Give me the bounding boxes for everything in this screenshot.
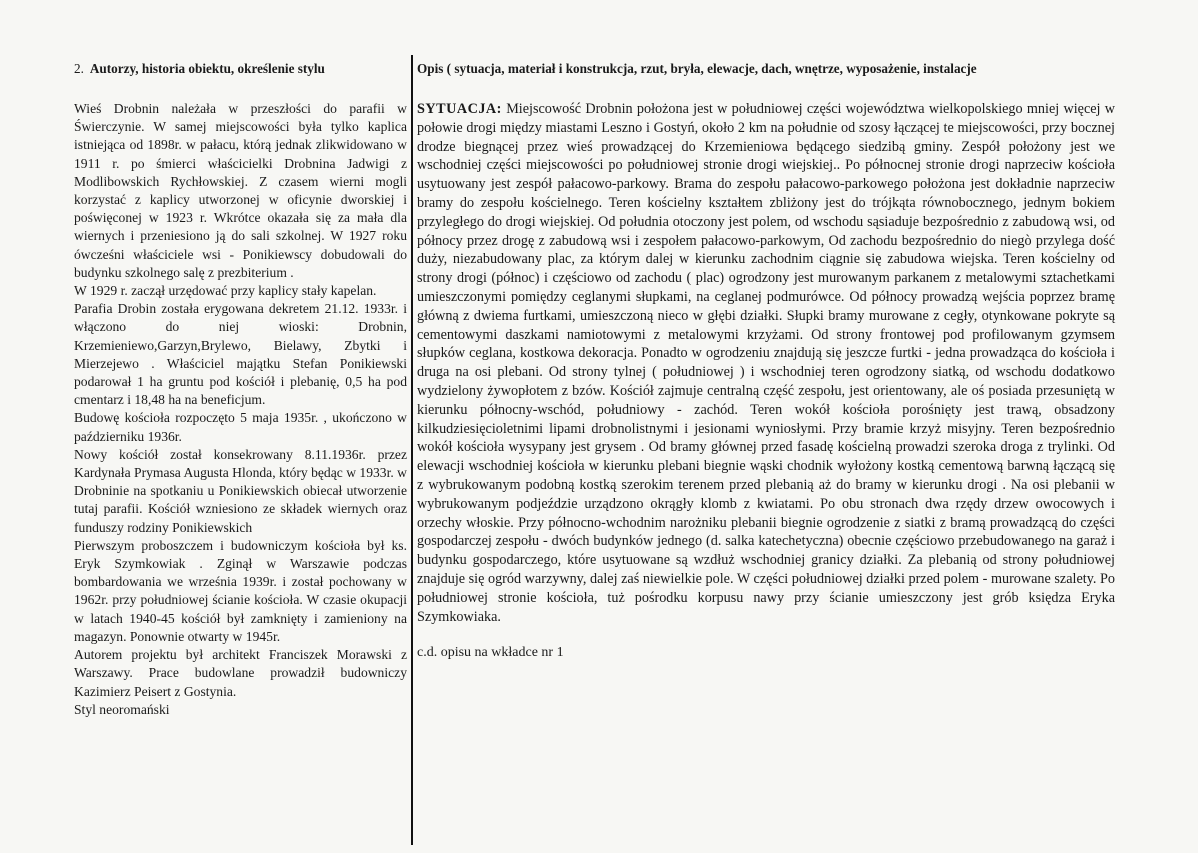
continuation-note: c.d. opisu na wkładce nr 1 <box>417 645 564 661</box>
history-paragraph: Nowy kościół został konsekrowany 8.11.1936r. przez Kardynała Prymasa Augusta Hlonda, który będąc w 1933r. w Drobninie na spotkaniu u Ponikiewskich obiecał utworzenie tutaj parafii. Kościół wzniesiono ze składek wiernych oraz funduszy rodziny Ponikiewskich <box>74 446 407 535</box>
history-paragraph: Budowę kościoła rozpoczęto 5 maja 1935r. , ukończono w październiku 1936r. <box>74 410 407 444</box>
left-heading-text: Autorzy, historia obiektu, określenie stylu <box>89 61 325 76</box>
situation-body: Miejscowość Drobnin położona jest w południowej części województwa wielkopolskiego mniej więcej w połowie drogi między miastami Leszno i Gostyń, około 2 km na południe od szosy łączącej te miejscowości, przy bocznej drodze biegnącej przez wieś prowadzącej do Krzemieniowa będącego siedzibą gminy. Zespół położony jest we wschodniej części miejscowości po południowej stronie drogi wiejskiej.. Po północnej stronie drogi naprzeciw kościoła usytuowany jest zespół pałacowo-parkowy. Brama do zespołu pałacowo-parkowego położona jest dokładnie naprzeciw bramy do zespołu kościelnego. Teren kościelny kształtem zbliżony jest do trójkąta równobocznego, jednym bokiem przyległego do drogi wiejskiej. Od południa otoczony jest polem, od wschodu sąsiaduje bezpośrednio z zabudową wsi, od północy przez drogę z zabudową wsi i zespołem pałacowo-parkowym, Od zachodu bezpośrednio do niegò przylega dość duży, niezabudowany plac, za którym dalej w kierunku zachodnim ciągnie się zabudowa wiejska. Teren kościelny od strony drogi (północ) i częściowo od zachodu ( plac) ogrodzony jest murowanym parkanem z metalowymi sztachetkami umieszczonymi pomiędzy ceglanymi słupkami, na ceglanej podmurówce. Od północy prowadzą wejścia poprzez bramę główną z dwiema furtkami, umieszczoną nieco w głębi działki. Słupki bramy murowane z cegły, otynkowane pokryte są cementowymi daszkami namiotowymi z metalowymi krzyżami. Od strony frontowej pod profilowanym gzymsem słupków ceglana, kostkowa dekoracja. Ponadto w ogrodzeniu znajdują się jeszcze furtki - jedna prowadząca do kościoła i druga na osi plebani. Od strony tylnej ( południowej ) i wschodniej teren ogrodzony siatką, od wschodu dodatkowo wydzielony żywopłotem z bzów. Kościół zajmuje centralną część zespołu, jest orientowany, ale oś posiada przesuniętą w kierunku północny-wschód, południowy - zachód. Teren wokół kościoła porośnięty jest trawą, obsadzony kilkudziesięcioletnimi lipami drobnolistnymi i jesionami wyniosłymi. Przy bramie krzyż misyjny. Teren bezpośrednio wokół kościoła wysypany jest grysem . Od bramy głównej przed fasadę kościelną prowadzi szeroka droga z trylinki. Od elewacji wschodniej kościoła w kierunku plebani biegnie wąski chodnik wyłożony kostką cementową barwną łączącą się z wybrukowanym podobną kostką szerokim terenem przed plebanią aż do bramy w kierunku drogi . Na osi plebanii w wybrukowanym podjeździe urządzono okrągły klomb z kwiatami. Po obu stronach dwa rzędy drzew owocowych i orzechy włoskie. Przy północno-wchodnim narożniku plebanii biegnie ogrodzenie z siatki z bramą prowadzącą do części gospodarczej zespołu - dwóch budynków jednego (d. salka katechetyczna) obecnie częściowo przebudowanego na garaż i budynku gospodarczego, które usytuowane są wzdłuż wschodniej granicy działki. Za plebanią od strony południowej znajduje się ogród warzywny, dalej zaś niewielkie pole. W części południowej działki przed polem - murowane szalety. Po południowej stronie kościoła, tuż pośrodku korpusu nawy przy ścianie umieszczony jest grób księdza Eryka Szymkowiaka. <box>417 101 1116 625</box>
history-paragraph: Styl neoromański <box>74 701 170 717</box>
situation-label: SYTUACJA: <box>417 101 502 117</box>
history-paragraph: Parafia Drobin została erygowana dekretem 21.12. 1933r. i włączono do niej wioski: Drobnin, Krzemieniewo,Garzyn,Brylewo, Bielawy, Zbytki i Mierzejewo . Właściciel majątku Stefan Ponikiewski podarował 1 ha gruntu pod kościół i plebanię, 0,5 ha pod cmentarz i 18,48 ha na beneficjum. <box>74 301 407 408</box>
column-divider <box>411 55 413 845</box>
left-heading <box>74 60 407 78</box>
left-heading-number: 2. <box>74 61 84 76</box>
history-paragraph: Wieś Drobnin należała w przeszłości do parafii w Świerczynie. W samej miejscowości była tylko kaplica istniejąca od 1898r. w pałacu, którą jednak zlikwidowano w 1911 r. po śmierci właścicielki Drobnina Jadwigi z Modlibowskich Rychłowskiej. Z czasem wierni mogli korzystać z kaplicy utworzonej w oficynie dworskiej i poświęconej w 1923 r. Wkrótce okazała się za mała dla wiernych i przeniesiono ją do sali szkolnej. W 1927 roku ówcześni właściciele wsi - Ponikiewscy dobudowali do budynku szkolnego salę z prezbiterium . <box>74 101 407 280</box>
description-paragraph <box>417 100 1115 626</box>
left-column <box>74 60 407 719</box>
history-paragraph: Autorem projektu był architekt Franciszek Morawski z Warszawy. Prace budowlane prowadził budowniczy Kazimierz Peisert z Gostynia. <box>74 647 407 699</box>
history-paragraph: Pierwszym proboszczem i budowniczym kościoła był ks. Eryk Szymkowiak . Zginął w Warszawie podczas bombardowania we września 1939r. i został pochowany w 1962r. przy południowej ścianie kościoła. W czasie okupacji w latach 1940-45 kościół był zamknięty i zamieniony na magazyn. Ponownie otwarty w 1945r. <box>74 537 407 644</box>
right-column <box>417 60 1115 662</box>
history-text <box>74 100 407 719</box>
right-heading: Opis ( sytuacja, materiał i konstrukcja, rzut, bryła, elewacje, dach, wnętrze, wyposażenie, instalacje <box>417 61 977 76</box>
history-paragraph: W 1929 r. zaczął urzędować przy kaplicy stały kapelan. <box>74 283 377 299</box>
description-text <box>417 100 1115 626</box>
